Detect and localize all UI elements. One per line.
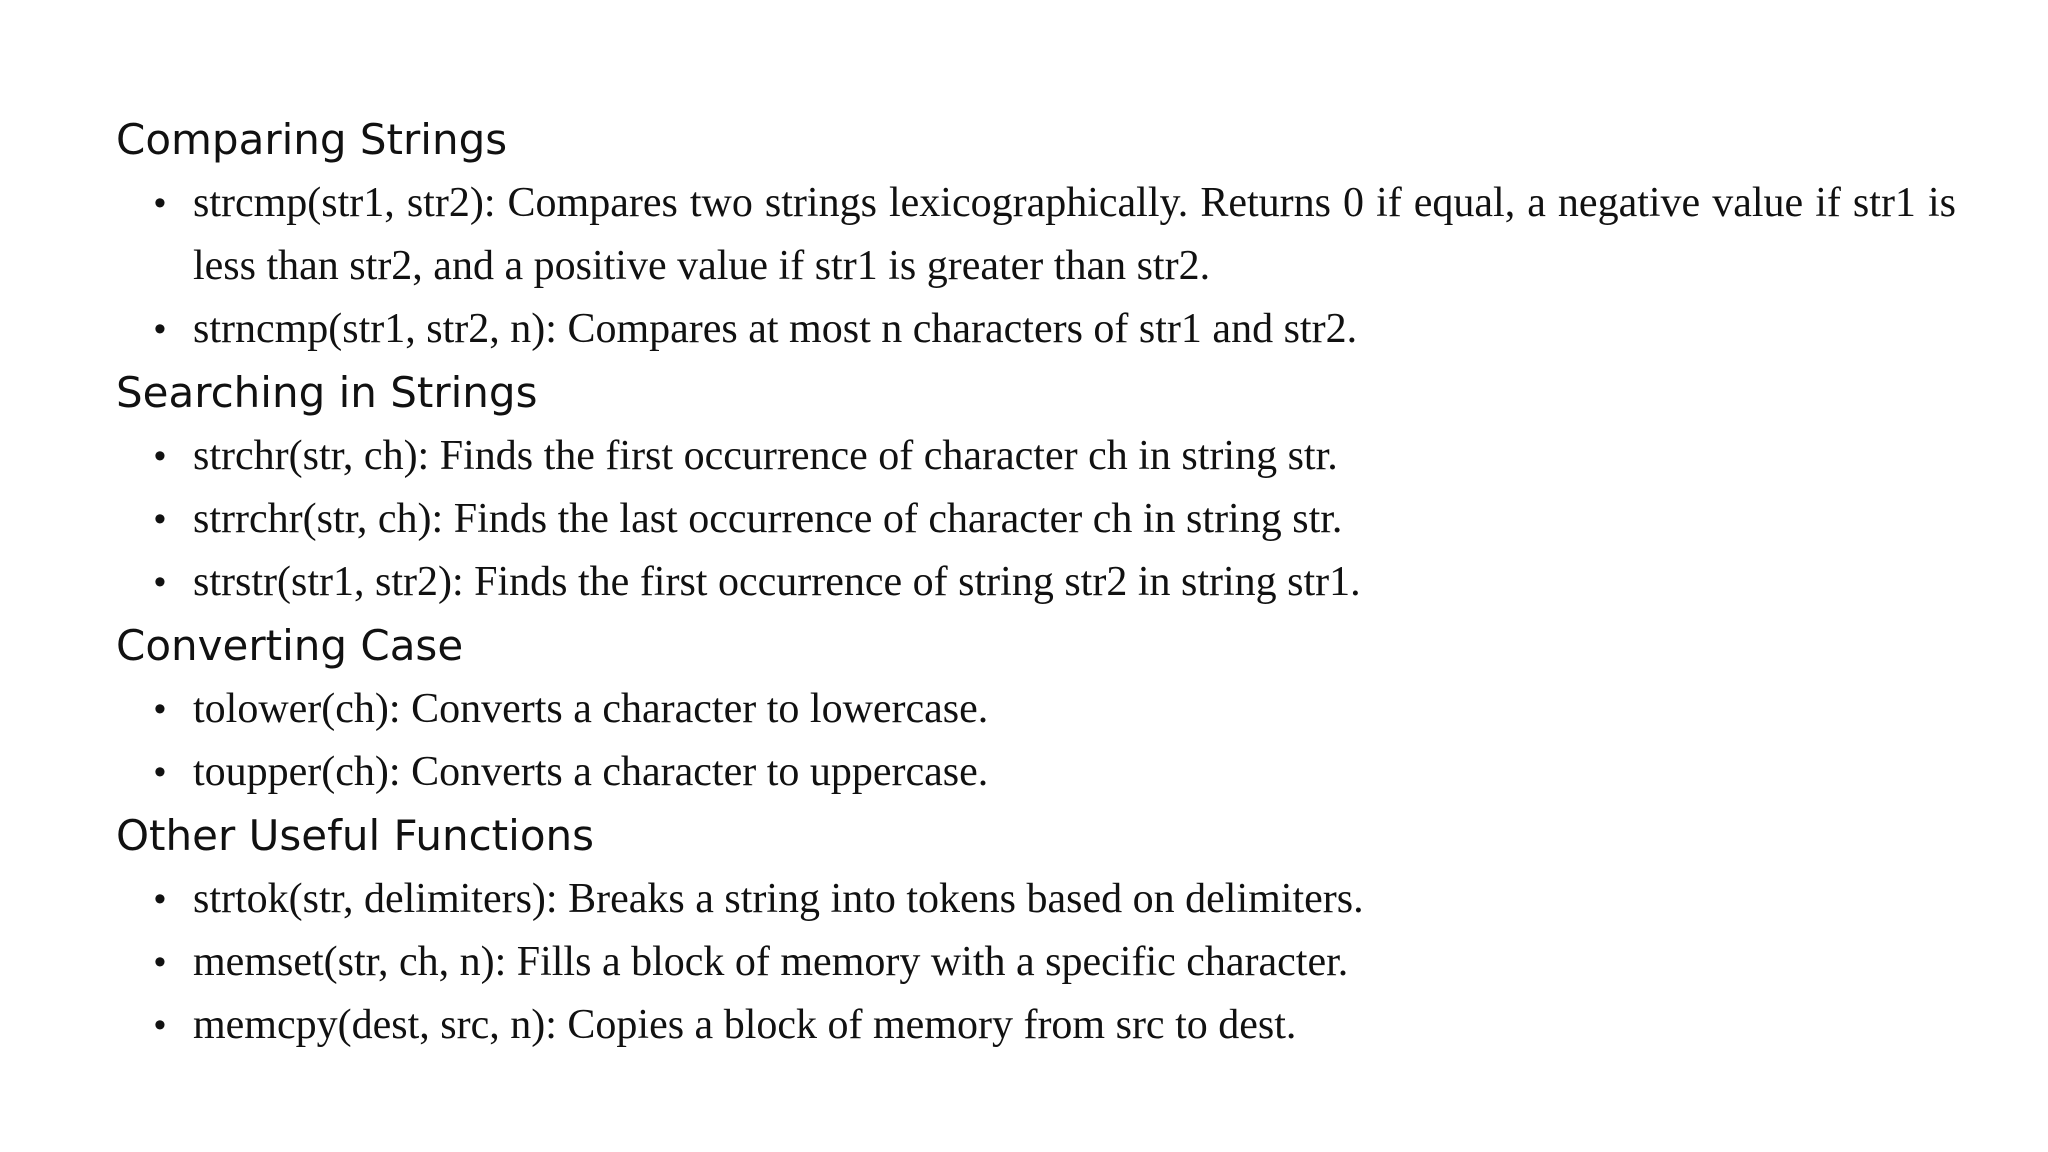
list-item: [116, 931, 1956, 994]
item-text: tolower(ch): Converts a character to lowercase.: [193, 686, 989, 732]
item-text: memcpy(dest, src, n): Copies a block of memory from src to dest.: [193, 1002, 1297, 1048]
bullet-icon: •: [154, 563, 166, 601]
bullet-icon: •: [154, 690, 166, 728]
list-item: [116, 868, 1956, 931]
bullet-icon: •: [154, 943, 166, 981]
item-text: strncmp(str1, str2, n): Compares at most n characters of str1 and str2.: [193, 306, 1358, 352]
bullet-icon: •: [154, 753, 166, 791]
section-title-comparing-strings: Comparing Strings: [116, 115, 508, 164]
section-title-searching-in-strings: Searching in Strings: [116, 368, 538, 417]
list-item: [116, 298, 1956, 361]
list-other-useful-functions: [116, 868, 1956, 1057]
item-text: strchr(str, ch): Finds the first occurrence of character ch in string str.: [193, 433, 1338, 479]
item-text: toupper(ch): Converts a character to uppercase.: [193, 749, 989, 795]
item-text: strtok(str, delimiters): Breaks a string into tokens based on delimiters.: [193, 876, 1364, 922]
bullet-icon: •: [154, 500, 166, 538]
list-item: [116, 488, 1956, 551]
bullet-icon: •: [154, 437, 166, 475]
item-text: strrchr(str, ch): Finds the last occurrence of character ch in string str.: [193, 496, 1343, 542]
document-body: [116, 108, 1956, 1057]
section-title-other-useful-functions: Other Useful Functions: [116, 811, 595, 860]
list-item: [116, 425, 1956, 488]
bullet-icon: •: [154, 1006, 166, 1044]
list-item: [116, 741, 1956, 804]
list-searching-in-strings: [116, 425, 1956, 614]
item-text: memset(str, ch, n): Fills a block of memory with a specific character.: [193, 939, 1349, 985]
item-text: strcmp(str1, str2): Compares two strings lexicographically. Returns 0 if equal, a negative value if str1 is less than str2, and a positive value if str1 is greater than str2.: [193, 180, 1956, 289]
list-item: [116, 678, 1956, 741]
item-text: strstr(str1, str2): Finds the first occurrence of string str2 in string str1.: [193, 559, 1361, 605]
list-item: [116, 172, 1956, 298]
list-item: [116, 994, 1956, 1057]
list-item: [116, 551, 1956, 614]
bullet-icon: •: [154, 184, 166, 222]
list-comparing-strings: [116, 172, 1956, 361]
bullet-icon: •: [154, 880, 166, 918]
bullet-icon: •: [154, 310, 166, 348]
list-converting-case: [116, 678, 1956, 804]
section-title-converting-case: Converting Case: [116, 621, 464, 670]
